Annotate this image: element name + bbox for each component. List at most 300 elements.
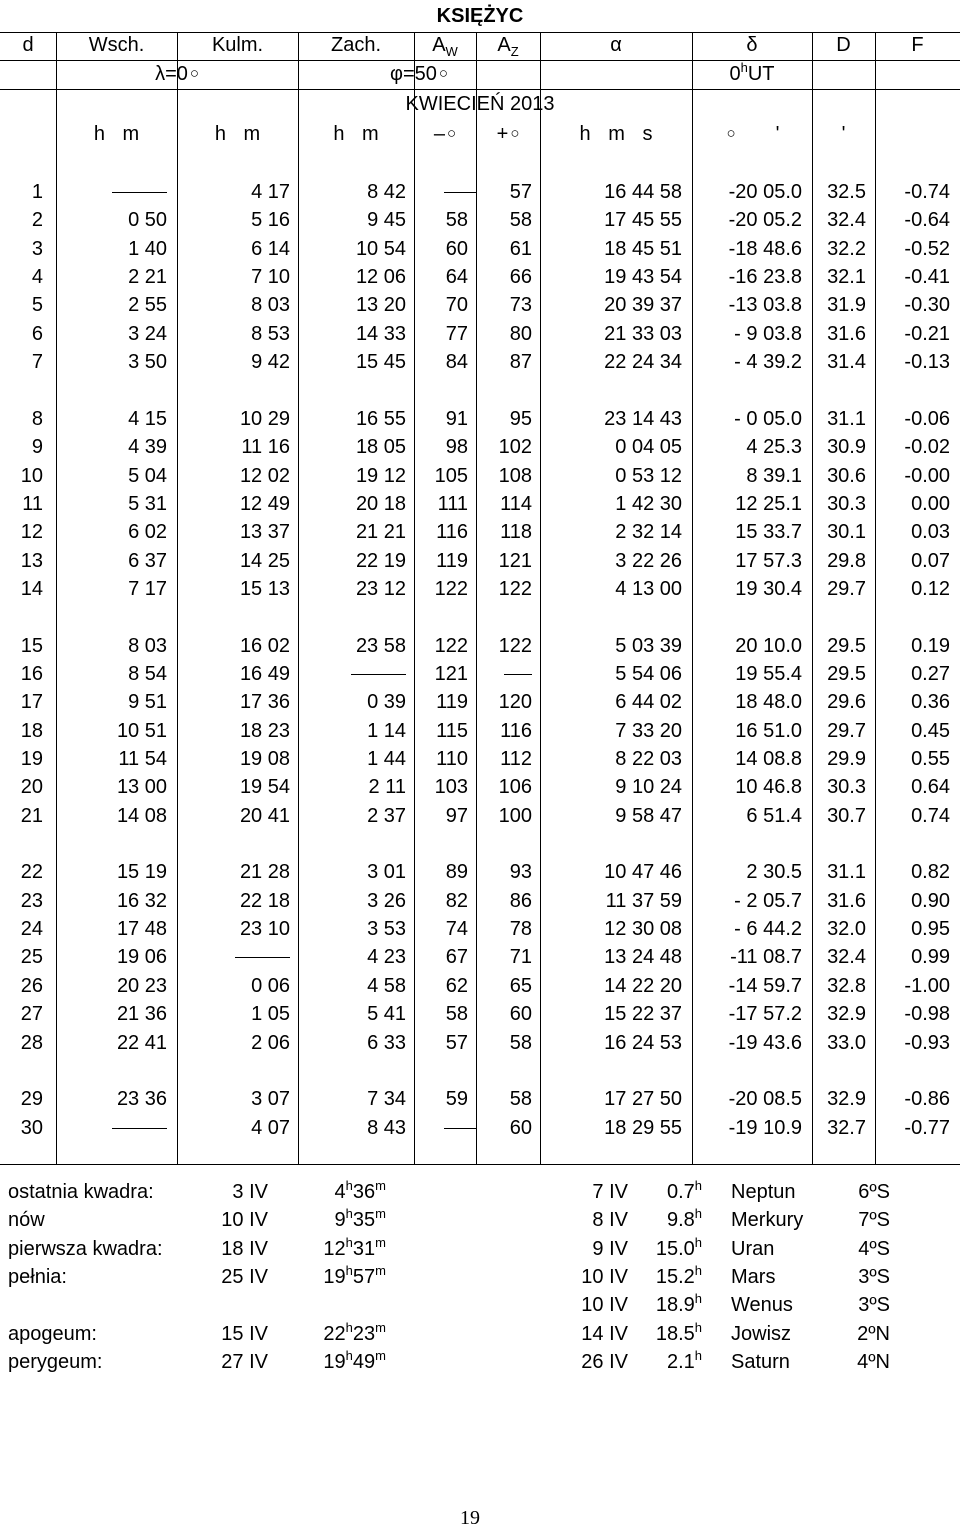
longitude-param: λ=0 ○	[155, 63, 199, 85]
transit-cell: 4 17	[251, 181, 290, 203]
conjunction-date: 10 IV	[581, 1294, 628, 1317]
diameter-cell: 32.1	[827, 266, 866, 289]
phase-cell: -0.77	[904, 1116, 950, 1139]
rise-cell: 6 02	[128, 521, 167, 544]
col-header-rise: Wsch.	[88, 34, 145, 56]
day-cell: 6	[31, 322, 43, 345]
right-ascension-cell: 19 43 54	[604, 266, 682, 289]
set-cell: 16 55	[355, 407, 406, 430]
diameter-cell: 31.1	[827, 861, 866, 884]
azimuth-rise-cell: 70	[445, 294, 468, 317]
transit-cell: 16 49	[239, 662, 290, 685]
phase-cell: 0.74	[911, 804, 950, 827]
azimuth-rise-cell: 122	[434, 577, 468, 600]
day-cell: 19	[20, 748, 43, 770]
rise-cell: 8 03	[128, 634, 167, 657]
declination-cell: 12 25.1	[735, 492, 802, 515]
azimuth-set-cell: 87	[509, 351, 532, 374]
set-cell: 10 54	[355, 237, 406, 260]
phase-cell: -0.02	[904, 436, 950, 459]
rule-bottom	[0, 1164, 960, 1165]
right-ascension-cell: 22 24 34	[604, 351, 682, 374]
unit-transit: h m	[214, 123, 261, 145]
phase-cell: 0.19	[911, 634, 950, 657]
azimuth-rise-cell: 97	[445, 804, 468, 827]
transit-cell: 7 10	[251, 266, 290, 289]
rise-cell: 1 40	[128, 237, 167, 260]
phase-cell: 0.90	[911, 889, 950, 912]
phase-time: 19$^h$57$^m$	[323, 1262, 386, 1288]
set-cell: 6 33	[367, 1031, 406, 1054]
col-header-transit: Kulm.	[211, 34, 264, 56]
declination-cell: 17 57.3	[735, 549, 802, 572]
declination-cell: -19 10.9	[728, 1116, 802, 1139]
azimuth-set-cell: 93	[509, 861, 532, 884]
azimuth-rise-cell: 122	[434, 634, 468, 657]
phase-date: 25 IV	[221, 1265, 268, 1288]
phase-cell: -0.52	[904, 237, 950, 260]
set-cell: 14 33	[355, 322, 406, 345]
col-header-set: Zach.	[330, 34, 382, 56]
transit-cell: 16 02	[239, 634, 290, 657]
azimuth-set-cell: 95	[509, 407, 532, 430]
right-ascension-cell: 10 47 46	[604, 861, 682, 884]
right-ascension-cell: 21 33 03	[604, 322, 682, 345]
set-cell: 1 14	[367, 719, 406, 742]
phase-cell: 0.45	[911, 719, 950, 742]
azimuth-set-cell: 66	[509, 266, 532, 289]
azimuth-set-cell: 112	[500, 748, 532, 770]
col-header-diameter: D	[836, 34, 851, 56]
transit-cell: 17 36	[239, 691, 290, 714]
diameter-cell: 29.5	[827, 662, 866, 685]
day-cell: 12	[20, 521, 43, 544]
right-ascension-cell: 12 30 08	[604, 918, 682, 941]
day-cell: 18	[20, 719, 43, 742]
set-cell: 22 19	[355, 549, 406, 572]
right-ascension-cell: 17 27 50	[604, 1088, 682, 1111]
azimuth-rise-cell: 116	[436, 521, 468, 544]
transit-cell: 0 06	[251, 974, 290, 997]
right-ascension-cell: 7 33 20	[615, 719, 682, 742]
azimuth-set-cell: 61	[509, 237, 532, 260]
phase-cell: 0.95	[911, 918, 950, 941]
diameter-cell: 32.4	[827, 209, 866, 232]
azimuth-rise-cell: 77	[445, 322, 468, 345]
conjunction-date: 14 IV	[581, 1322, 628, 1345]
declination-cell: 15 33.7	[735, 521, 802, 544]
azimuth-set-cell: 60	[509, 1003, 532, 1026]
azimuth-rise-cell: 103	[434, 776, 468, 799]
set-cell: 18 05	[355, 436, 406, 459]
phase-cell: -0.13	[904, 351, 950, 374]
azimuth-rise-cell: 115	[436, 719, 468, 742]
rise-cell: 4 15	[128, 407, 167, 430]
azimuth-set-cell: 121	[498, 549, 532, 572]
col-header-day: d	[22, 34, 34, 56]
no-event-dash	[444, 1128, 476, 1129]
transit-cell: 20 41	[239, 804, 290, 827]
rise-cell: 17 48	[116, 918, 167, 941]
transit-cell: 12 49	[239, 492, 290, 515]
conjunction-time: 0.7$^h$	[666, 1178, 702, 1203]
phase-cell: 0.03	[911, 521, 950, 544]
azimuth-set-cell: 65	[509, 974, 532, 997]
col-header-azimuth-set: $A_Z$	[497, 34, 519, 59]
rise-cell: 2 55	[128, 294, 167, 317]
phase-label: pełnia:	[8, 1265, 67, 1288]
no-event-dash	[504, 674, 532, 675]
phase-label: perygeum:	[8, 1350, 103, 1373]
set-cell: 0 39	[367, 691, 406, 714]
col-header-azimuth-rise: $A_W$	[432, 34, 458, 59]
rise-cell: 9 51	[128, 691, 167, 714]
right-ascension-cell: 9 58 47	[615, 804, 682, 827]
declination-cell: -20 05.2	[728, 209, 802, 232]
diameter-cell: 29.7	[827, 577, 866, 600]
phase-date: 27 IV	[221, 1350, 268, 1373]
conjunction-planet: Saturn	[731, 1350, 790, 1373]
azimuth-set-cell: 114	[500, 492, 532, 515]
conjunction-planet: Uran	[731, 1237, 775, 1260]
phase-cell: 0.27	[911, 662, 950, 685]
conjunction-date: 8 IV	[592, 1209, 628, 1232]
day-cell: 15	[20, 634, 43, 657]
latitude-param: φ=50 ○	[390, 63, 448, 85]
col-divider	[875, 32, 876, 1164]
declination-cell: 10 46.8	[735, 776, 802, 799]
transit-cell: 14 25	[239, 549, 290, 572]
set-cell: 9 45	[367, 209, 406, 232]
phase-label: nów	[8, 1209, 45, 1232]
set-cell: 19 12	[355, 464, 406, 487]
diameter-cell: 31.9	[827, 294, 866, 317]
col-header-right-ascension: α	[610, 34, 622, 56]
right-ascension-cell: 17 45 55	[604, 209, 682, 232]
diameter-cell: 33.0	[827, 1031, 866, 1054]
conjunction-time: 2.1$^h$	[666, 1347, 702, 1373]
phase-cell: -0.06	[904, 407, 950, 430]
declination-cell: 18 48.0	[735, 691, 802, 714]
azimuth-rise-cell: 119	[436, 549, 468, 572]
phase-cell: -0.21	[904, 322, 950, 345]
unit-diameter: '	[841, 123, 846, 145]
right-ascension-cell: 0 53 12	[615, 464, 682, 487]
conjunction-distance: 3ºS	[858, 1294, 890, 1317]
day-cell: 26	[20, 974, 43, 997]
rule-params	[0, 89, 960, 90]
unit-rise: h m	[93, 123, 140, 145]
rise-cell: 22 41	[116, 1031, 167, 1054]
conjunction-date: 26 IV	[581, 1350, 628, 1373]
azimuth-set-cell: 122	[498, 577, 532, 600]
diameter-cell: 30.3	[827, 776, 866, 799]
azimuth-rise-cell: 82	[445, 889, 468, 912]
conjunction-planet: Jowisz	[731, 1322, 792, 1345]
diameter-cell: 32.8	[827, 974, 866, 997]
no-event-dash	[444, 192, 476, 193]
right-ascension-cell: 16 44 58	[604, 181, 682, 203]
azimuth-set-cell: 122	[498, 634, 532, 657]
azimuth-rise-cell: 84	[445, 351, 468, 374]
azimuth-set-cell: 102	[498, 436, 532, 459]
conjunction-time: 15.0$^h$	[655, 1234, 702, 1260]
set-cell: 2 11	[368, 776, 406, 799]
diameter-cell: 32.4	[827, 946, 866, 969]
transit-cell: 8 03	[251, 294, 290, 317]
day-cell: 3	[31, 237, 43, 260]
conjunction-distance: 4ºS	[858, 1237, 890, 1260]
phase-date: 3 IV	[232, 1181, 268, 1203]
diameter-cell: 30.9	[827, 436, 866, 459]
diameter-cell: 30.7	[827, 804, 866, 827]
conjunction-date: 9 IV	[592, 1237, 628, 1260]
rise-cell: 10 51	[116, 719, 167, 742]
diameter-cell: 29.7	[827, 719, 866, 742]
day-cell: 2	[31, 209, 43, 232]
day-cell: 9	[31, 436, 43, 459]
right-ascension-cell: 9 10 24	[615, 776, 682, 799]
unit-right-ascension: h m s	[579, 123, 653, 145]
phase-cell: -0.30	[904, 294, 950, 317]
declination-cell: -17 57.2	[728, 1003, 802, 1026]
diameter-cell: 29.5	[827, 634, 866, 657]
diameter-cell: 31.6	[827, 322, 866, 345]
azimuth-rise-cell: 98	[445, 436, 468, 459]
day-cell: 7	[31, 351, 43, 374]
transit-cell: 18 23	[239, 719, 290, 742]
declination-cell: -18 48.6	[728, 237, 802, 260]
diameter-cell: 30.3	[827, 492, 866, 515]
phase-cell: 0.36	[911, 691, 950, 714]
unit-azimuth-rise: – ○	[433, 123, 457, 145]
declination-cell: -14 59.7	[728, 974, 802, 997]
diameter-cell: 31.4	[827, 351, 866, 374]
transit-cell: 5 16	[251, 209, 290, 232]
azimuth-rise-cell: 119	[436, 691, 468, 714]
azimuth-set-cell: 73	[509, 294, 532, 317]
azimuth-rise-cell: 89	[445, 861, 468, 884]
conjunction-time: 18.9$^h$	[655, 1291, 702, 1317]
phase-cell: 0.64	[911, 776, 950, 799]
phase-cell: 0.07	[911, 549, 950, 572]
azimuth-rise-cell: 60	[445, 237, 468, 260]
azimuth-set-cell: 86	[509, 889, 532, 912]
rise-cell: 15 19	[116, 861, 167, 884]
conjunction-time: 18.5$^h$	[655, 1319, 702, 1345]
transit-cell: 22 18	[239, 889, 290, 912]
azimuth-set-cell: 71	[509, 946, 532, 969]
no-event-dash	[112, 1128, 167, 1129]
declination-cell: -20 08.5	[728, 1088, 802, 1111]
phase-cell: -0.00	[904, 464, 950, 487]
right-ascension-cell: 5 54 06	[615, 662, 682, 685]
right-ascension-cell: 23 14 43	[604, 407, 682, 430]
declination-cell: -20 05.0	[728, 181, 802, 203]
azimuth-rise-cell: 121	[434, 662, 468, 685]
azimuth-set-cell: 78	[509, 918, 532, 941]
rise-cell: 19 06	[116, 946, 167, 969]
phase-date: 15 IV	[221, 1322, 268, 1345]
conjunction-distance: 2ºN	[857, 1322, 890, 1345]
azimuth-rise-cell: 62	[445, 974, 468, 997]
rise-cell: 11 54	[118, 748, 167, 770]
page-number: 19	[460, 1507, 480, 1529]
phase-label: apogeum:	[8, 1322, 97, 1345]
declination-cell: 19 55.4	[735, 662, 802, 685]
set-cell: 20 18	[355, 492, 406, 515]
phase-label: ostatnia kwadra:	[8, 1181, 154, 1203]
declination-cell: 14 08.8	[735, 748, 802, 770]
conjunction-planet: Merkury	[731, 1209, 804, 1232]
col-header-phase: F	[911, 34, 924, 56]
conjunction-distance: 6ºS	[858, 1181, 890, 1203]
transit-cell: 19 54	[239, 776, 290, 799]
declination-cell: 20 10.0	[735, 634, 802, 657]
azimuth-set-cell: 60	[509, 1116, 532, 1139]
day-cell: 14	[20, 577, 43, 600]
unit-azimuth-set: + ○	[496, 123, 520, 145]
declination-cell: 6 51.4	[746, 804, 802, 827]
right-ascension-cell: 20 39 37	[604, 294, 682, 317]
set-cell: 5 41	[367, 1003, 406, 1026]
azimuth-set-cell: 116	[500, 719, 532, 742]
azimuth-set-cell: 58	[509, 1088, 532, 1111]
transit-cell: 12 02	[239, 464, 290, 487]
azimuth-set-cell: 106	[498, 776, 532, 799]
rise-cell: 13 00	[116, 776, 167, 799]
conjunction-distance: 3ºS	[858, 1265, 890, 1288]
unit-declination: ○ '	[726, 123, 780, 145]
set-cell: 1 44	[367, 748, 406, 770]
col-divider	[540, 32, 541, 1164]
phase-cell: -0.86	[904, 1088, 950, 1111]
day-cell: 10	[20, 464, 43, 487]
transit-cell: 4 07	[251, 1116, 290, 1139]
rise-cell: 0 50	[128, 209, 167, 232]
right-ascension-cell: 0 04 05	[615, 436, 682, 459]
phase-cell: -0.64	[904, 209, 950, 232]
transit-cell: 21 28	[239, 861, 290, 884]
day-cell: 29	[20, 1088, 43, 1111]
declination-cell: -11 08.7	[730, 946, 802, 969]
phase-cell: -0.93	[904, 1031, 950, 1054]
azimuth-set-cell: 100	[498, 804, 532, 827]
rise-cell: 5 04	[128, 464, 167, 487]
conjunction-distance: 4ºN	[857, 1350, 890, 1373]
conjunction-distance: 7ºS	[858, 1209, 890, 1232]
rise-cell: 23 36	[116, 1088, 167, 1111]
transit-cell: 1 05	[251, 1003, 290, 1026]
transit-cell: 6 14	[251, 237, 290, 260]
set-cell: 4 23	[367, 946, 406, 969]
azimuth-set-cell: 58	[509, 209, 532, 232]
phase-time: 9$^h$35$^m$	[334, 1206, 386, 1232]
declination-cell: - 0 05.0	[734, 407, 802, 430]
set-cell: 3 01	[367, 861, 406, 884]
right-ascension-cell: 4 13 00	[615, 577, 682, 600]
diameter-cell: 31.1	[827, 407, 866, 430]
transit-cell: 9 42	[251, 351, 290, 374]
set-cell: 21 21	[355, 521, 406, 544]
no-event-dash	[235, 957, 290, 958]
rise-cell: 3 50	[128, 351, 167, 374]
declination-cell: - 4 39.2	[734, 351, 802, 374]
azimuth-rise-cell: 64	[445, 266, 468, 289]
rise-cell: 5 31	[128, 492, 167, 515]
no-event-dash	[112, 192, 167, 193]
transit-cell: 19 08	[239, 748, 290, 770]
phase-time: 4$^h$36$^m$	[334, 1178, 386, 1203]
day-cell: 8	[31, 407, 43, 430]
phase-time: 22$^h$23$^m$	[323, 1319, 386, 1345]
page-title: KSIĘŻYC	[436, 5, 524, 27]
set-cell: 15 45	[355, 351, 406, 374]
declination-cell: - 6 44.2	[734, 918, 802, 941]
day-cell: 23	[20, 889, 43, 912]
set-cell: 7 34	[367, 1088, 406, 1111]
right-ascension-cell: 13 24 48	[604, 946, 682, 969]
conjunction-time: 15.2$^h$	[655, 1262, 702, 1288]
declination-cell: 16 51.0	[735, 719, 802, 742]
day-cell: 17	[20, 691, 43, 714]
day-cell: 28	[20, 1031, 43, 1054]
right-ascension-cell: 15 22 37	[604, 1003, 682, 1026]
declination-cell: 4 25.3	[746, 436, 802, 459]
right-ascension-cell: 11 37 59	[605, 889, 682, 912]
rise-cell: 2 21	[128, 266, 167, 289]
declination-cell: 19 30.4	[735, 577, 802, 600]
day-cell: 11	[22, 492, 43, 515]
phase-date: 18 IV	[221, 1237, 268, 1260]
set-cell: 8 43	[367, 1116, 406, 1139]
transit-cell: 15 13	[239, 577, 290, 600]
azimuth-rise-cell: 74	[445, 918, 468, 941]
day-cell: 13	[20, 549, 43, 572]
rule-columns	[0, 60, 960, 61]
phase-cell: 0.82	[911, 861, 950, 884]
conjunction-planet: Wenus	[731, 1294, 793, 1317]
diameter-cell: 31.6	[827, 889, 866, 912]
day-cell: 16	[20, 662, 43, 685]
conjunction-planet: Neptun	[731, 1181, 796, 1203]
right-ascension-cell: 18 45 51	[604, 237, 682, 260]
azimuth-rise-cell: 110	[436, 748, 468, 770]
day-cell: 4	[31, 266, 43, 289]
set-cell: 2 37	[367, 804, 406, 827]
phase-cell: 0.99	[911, 946, 950, 969]
diameter-cell: 32.9	[827, 1003, 866, 1026]
azimuth-set-cell: 58	[509, 1031, 532, 1054]
diameter-cell: 30.6	[827, 464, 866, 487]
set-cell: 3 26	[367, 889, 406, 912]
declination-cell: - 2 05.7	[734, 889, 802, 912]
day-cell: 20	[20, 776, 43, 799]
right-ascension-cell: 8 22 03	[615, 748, 682, 770]
time-param: 0$^h$UT	[729, 60, 775, 85]
phase-time: 19$^h$49$^m$	[323, 1347, 386, 1373]
phase-label: pierwsza kwadra:	[8, 1237, 163, 1260]
declination-cell: - 9 03.8	[734, 322, 802, 345]
azimuth-set-cell: 118	[500, 521, 532, 544]
declination-cell: -13 03.8	[728, 294, 802, 317]
set-cell: 8 42	[367, 181, 406, 203]
transit-cell: 2 06	[251, 1031, 290, 1054]
right-ascension-cell: 14 22 20	[604, 974, 682, 997]
azimuth-set-cell: 120	[498, 691, 532, 714]
set-cell: 3 53	[367, 918, 406, 941]
phase-cell: 0.12	[911, 577, 950, 600]
